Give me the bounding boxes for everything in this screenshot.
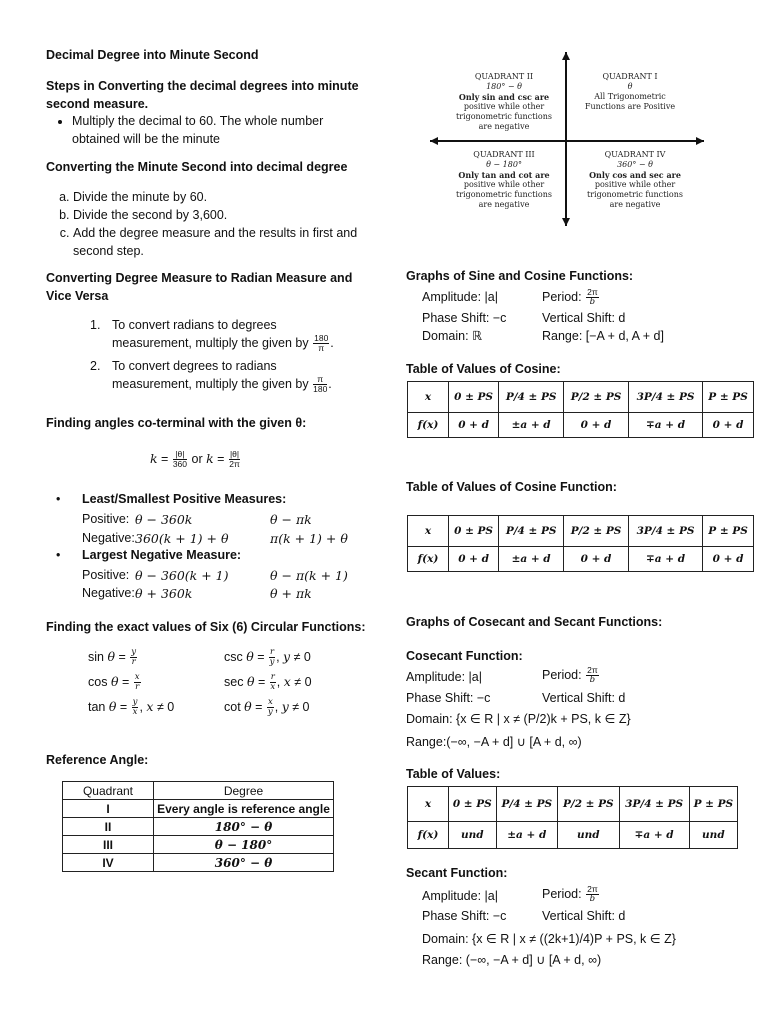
table-row bbox=[408, 516, 754, 547]
table-cell: II bbox=[63, 818, 154, 836]
table-cell: ±a + d bbox=[499, 413, 564, 438]
steps-heading: Steps in Converting the decimal degrees into minute second measure. bbox=[46, 79, 359, 111]
table-header: x bbox=[408, 516, 449, 547]
quadrant-2-label: QUADRANT II 180° − θ Only sin and csc are positive while other trigonometric functions are negative bbox=[455, 72, 553, 131]
table-cell: III bbox=[63, 836, 154, 854]
cosecant-heading: Cosecant Function: bbox=[406, 649, 523, 663]
table-row bbox=[408, 547, 754, 572]
minsec-heading: Converting the Minute Second into decimal degree bbox=[46, 160, 348, 174]
sc-phase-shift: Phase Shift: −c bbox=[422, 311, 507, 325]
cosine-function-table bbox=[407, 515, 754, 572]
radian-step-2: 2. To convert degrees to radians measurement, multiply the given by $\frac{\pi}{180}$ . bbox=[90, 359, 332, 395]
sec-vertical-shift: Vertical Shift: d bbox=[542, 909, 626, 923]
sec-formula: sec θ = $\frac{r}{x}$ , x ≠ 0 bbox=[224, 672, 312, 692]
table-header: x bbox=[408, 787, 449, 822]
sec-range: Range: (−∞, −A + d] ∪ [A + d, ∞) bbox=[422, 953, 602, 967]
sc-range: Range: [−A + d, A + d] bbox=[542, 329, 664, 343]
six-functions-heading: Finding the exact values of Six (6) Circular Functions: bbox=[46, 620, 366, 634]
table-header: 3P/4 ± PS bbox=[628, 516, 702, 547]
sec-phase-shift: Phase Shift: −c bbox=[422, 909, 507, 923]
fraction-pi-over-180: $\frac{\pi}{180}$ bbox=[313, 374, 328, 395]
quadrant-3-label: QUADRANT III θ − 180° Only tan and cot are positive while other trigonometric functions are negative bbox=[455, 150, 553, 209]
sc-domain: Domain: ℝ bbox=[422, 329, 482, 343]
table-header: P/2 ± PS bbox=[564, 516, 629, 547]
largest-positive-formula: θ − 360(k + 1) bbox=[135, 568, 229, 583]
table-cell: 0 + d bbox=[449, 547, 499, 572]
table-header: 0 ± PS bbox=[449, 787, 497, 822]
fraction-180-over-pi: $\frac{180}{\pi}$ bbox=[314, 333, 329, 354]
minsec-step: a. Divide the minute by 60. bbox=[73, 188, 383, 206]
table-cell: f(x) bbox=[408, 547, 449, 572]
table-header: P/4 ± PS bbox=[499, 516, 564, 547]
table-header: P ± PS bbox=[703, 382, 754, 413]
table-cell: und bbox=[558, 822, 620, 849]
quadrant-4-label: QUADRANT IV 360° − θ Only cos and sec are positive while other trigonometric functions are negative bbox=[586, 150, 684, 209]
table-cell: ∓a + d bbox=[628, 547, 702, 572]
csc-vertical-shift: Vertical Shift: d bbox=[542, 691, 626, 705]
radian-step-1: 1. To convert radians to degrees measurement, multiply the given by $\frac{180}{\pi}$ . bbox=[90, 318, 334, 354]
table-cell: θ − 180° bbox=[154, 836, 334, 854]
table-header: P/4 ± PS bbox=[499, 382, 564, 413]
sc-amplitude: Amplitude: |a| bbox=[422, 290, 498, 304]
csc-range: Range:(−∞, −A + d] ∪ [A + d, ∞) bbox=[406, 735, 582, 749]
largest-positive-label: Positive: bbox=[82, 568, 130, 582]
cosine-table bbox=[407, 381, 754, 438]
least-heading: Least/Smallest Positive Measures: bbox=[82, 492, 287, 506]
sin-formula: sin θ = $\frac{y}{r}$ bbox=[88, 647, 137, 667]
radian-heading: Converting Degree Measure to Radian Measure and Vice Versa bbox=[46, 271, 353, 303]
table-header: x bbox=[408, 382, 449, 413]
secant-heading: Secant Function: bbox=[406, 866, 508, 880]
title: Decimal Degree into Minute Second bbox=[46, 48, 259, 62]
table-cell: 0 + d bbox=[449, 413, 499, 438]
table-row bbox=[408, 787, 738, 822]
arrow-down-icon bbox=[562, 218, 570, 226]
table-row bbox=[63, 854, 334, 872]
arrow-right-icon bbox=[696, 137, 704, 145]
least-negative-label: Negative: bbox=[82, 531, 135, 545]
table-cell: 0 + d bbox=[564, 547, 629, 572]
sc-vertical-shift: Vertical Shift: d bbox=[542, 311, 626, 325]
sine-cosine-heading: Graphs of Sine and Cosine Functions: bbox=[406, 269, 634, 283]
cosecant-table bbox=[407, 786, 738, 849]
table-cell: ∓a + d bbox=[619, 822, 689, 849]
table-cell: I bbox=[63, 800, 154, 818]
table-cell: ∓a + d bbox=[628, 413, 702, 438]
minsec-step: c. Add the degree measure and the results in first and second step. bbox=[73, 224, 383, 260]
least-negative-radian: π(k + 1) + θ bbox=[270, 531, 348, 546]
sec-amplitude: Amplitude: |a| bbox=[422, 889, 498, 903]
table-cell: f(x) bbox=[408, 413, 449, 438]
csc-domain: Domain: {x ∈ R | x ≠ (P/2)k + PS, k ∈ Z} bbox=[406, 712, 631, 726]
largest-negative-formula: θ + 360k bbox=[135, 586, 193, 601]
minsec-steps bbox=[46, 188, 383, 260]
table-cell: Every angle is reference angle bbox=[154, 800, 334, 818]
least-positive-radian: θ − πk bbox=[270, 512, 312, 527]
table-row bbox=[408, 382, 754, 413]
reference-angle-table bbox=[62, 781, 334, 872]
coterminal-heading: Finding angles co-terminal with the given θ: bbox=[46, 416, 307, 430]
csc-table-heading: Table of Values: bbox=[406, 767, 501, 781]
csc-formula: csc θ = $\frac{r}{y}$ , y ≠ 0 bbox=[224, 647, 311, 667]
least-positive-formula: θ − 360k bbox=[135, 512, 193, 527]
table-cell: und bbox=[449, 822, 497, 849]
table-cell: 0 + d bbox=[703, 413, 754, 438]
sec-period: Period: $\frac{2\pi}{b}$ bbox=[542, 884, 598, 905]
table-cell: 180° − θ bbox=[154, 818, 334, 836]
table-row bbox=[408, 413, 754, 438]
table-header: 0 ± PS bbox=[449, 382, 499, 413]
largest-heading: Largest Negative Measure: bbox=[82, 548, 242, 562]
table-header-row bbox=[63, 782, 334, 800]
csc-amplitude: Amplitude: |a| bbox=[406, 670, 482, 684]
table-cell: 0 + d bbox=[703, 547, 754, 572]
least-positive-label: Positive: bbox=[82, 512, 130, 526]
cosine-function-table-heading: Table of Values of Cosine Function: bbox=[406, 480, 617, 494]
table-header: Degree bbox=[154, 782, 334, 800]
table-cell: IV bbox=[63, 854, 154, 872]
table-header: P/4 ± PS bbox=[496, 787, 558, 822]
coterminal-formula: k = $\frac{|\theta|}{360}$ or k = $\frac{|\theta|}{2\pi}$ bbox=[150, 449, 240, 469]
csc-period: Period: $\frac{2\pi}{b}$ bbox=[542, 665, 598, 686]
table-row bbox=[63, 800, 334, 818]
table-cell: und bbox=[689, 822, 737, 849]
largest-positive-radian: θ − π(k + 1) bbox=[270, 568, 348, 583]
quadrant-1-label: QUADRANT I θ All Trigonometric Functions are Positive bbox=[584, 72, 676, 111]
table-header: 3P/4 ± PS bbox=[619, 787, 689, 822]
largest-negative-radian: θ + πk bbox=[270, 586, 312, 601]
table-cell: 0 + d bbox=[564, 413, 629, 438]
table-header: P/2 ± PS bbox=[564, 382, 629, 413]
table-header: 3P/4 ± PS bbox=[628, 382, 702, 413]
table-cell: 360° − θ bbox=[154, 854, 334, 872]
least-negative-formula: 360(k + 1) + θ bbox=[135, 531, 229, 546]
tan-formula: tan θ = $\frac{y}{x}$ , x ≠ 0 bbox=[88, 697, 175, 717]
largest-negative-label: Negative: bbox=[82, 586, 135, 600]
steps-bullet: • Multiply the decimal to 60. The whole number obtained will be the minute bbox=[72, 112, 372, 148]
arrow-left-icon bbox=[430, 137, 438, 145]
table-cell: ±a + d bbox=[499, 547, 564, 572]
cosine-table-heading: Table of Values of Cosine: bbox=[406, 362, 561, 376]
table-header: P ± PS bbox=[689, 787, 737, 822]
csc-sec-heading: Graphs of Cosecant and Secant Functions: bbox=[406, 615, 663, 629]
sc-period: Period: $\frac{2\pi}{b}$ bbox=[542, 287, 598, 308]
steps-list bbox=[46, 112, 372, 148]
arrow-up-icon bbox=[562, 52, 570, 60]
csc-phase-shift: Phase Shift: −c bbox=[406, 691, 491, 705]
table-row bbox=[408, 822, 738, 849]
table-row bbox=[63, 818, 334, 836]
minsec-step: b. Divide the second by 3,600. bbox=[73, 206, 383, 224]
sec-domain: Domain: {x ∈ R | x ≠ ((2k+1)/4)P + PS, k ∈ Z} bbox=[422, 932, 676, 946]
table-header: 0 ± PS bbox=[449, 516, 499, 547]
reference-angle-heading: Reference Angle: bbox=[46, 753, 149, 767]
cos-formula: cos θ = $\frac{x}{r}$ bbox=[88, 672, 140, 692]
table-header: P/2 ± PS bbox=[558, 787, 620, 822]
cot-formula: cot θ = $\frac{x}{y}$ , y ≠ 0 bbox=[224, 697, 310, 717]
table-header: P ± PS bbox=[703, 516, 754, 547]
table-header: Quadrant bbox=[63, 782, 154, 800]
table-row bbox=[63, 836, 334, 854]
table-cell: f(x) bbox=[408, 822, 449, 849]
table-cell: ±a + d bbox=[496, 822, 558, 849]
